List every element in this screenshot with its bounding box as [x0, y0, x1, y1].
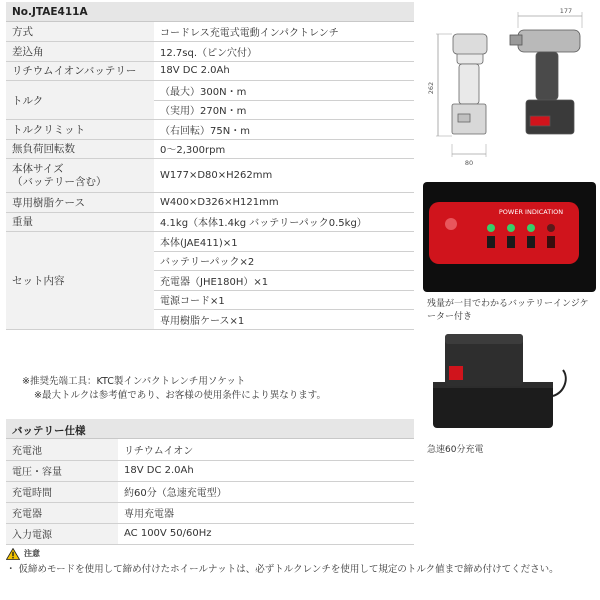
spec-label: トルクリミット — [6, 120, 154, 140]
spec-label: トルク — [6, 81, 154, 120]
note-line: ※推奨先端工具：KTC製インパクトレンチ用ソケット — [22, 376, 246, 387]
spec-value: W400×D326×H121mm — [154, 193, 414, 213]
spec-value: （実用）270N・m — [154, 100, 414, 120]
battery-level-icon — [487, 236, 495, 248]
model-header: No.JTAE411A — [6, 2, 414, 22]
spec-label: リチウムイオンバッテリー — [6, 61, 154, 81]
battery-label: 電圧・容量 — [6, 460, 118, 481]
spec-label — [6, 159, 154, 193]
battery-label: 充電池 — [6, 439, 118, 460]
charger-drawing — [433, 334, 566, 428]
spec-value: 18V DC 2.0Ah — [154, 61, 414, 81]
battery-value: 18V DC 2.0Ah — [118, 460, 414, 481]
indicator-label: POWER INDICATION — [498, 208, 564, 216]
battery-value: 約60分（急速充電型） — [118, 481, 414, 502]
battery-led-icon — [507, 224, 515, 232]
spec-value: 4.1kg（本体1.4kg バッテリーパック0.5kg） — [154, 212, 414, 232]
battery-level-icon — [507, 236, 515, 248]
spec-label: 専用樹脂ケース — [6, 193, 154, 213]
notes — [22, 375, 422, 403]
indicator-panel — [423, 182, 596, 292]
caution-box — [6, 547, 596, 577]
spec-value: （最大）300N・m — [154, 81, 414, 101]
spec-value: コードレス充電式電動インパクトレンチ — [154, 22, 414, 42]
set-item: 本体(JAE411)×1 — [154, 232, 414, 252]
spec-label-line1: 本体サイズ — [12, 162, 64, 175]
battery-led-icon — [527, 224, 535, 232]
spec-row — [6, 193, 414, 213]
battery-row — [6, 460, 414, 481]
battery-label: 入力電源 — [6, 523, 118, 544]
spec-table — [6, 22, 414, 330]
charger-photo — [425, 326, 575, 436]
indicator-photo — [423, 182, 596, 292]
caution-header — [6, 547, 596, 561]
spec-label-line2: （バッテリー含む） — [12, 175, 107, 188]
spec-row — [6, 120, 414, 140]
battery-level-icon — [527, 236, 535, 248]
battery-led-icon — [547, 224, 555, 232]
spec-label: 無負荷回転数 — [6, 139, 154, 159]
power-button-icon — [445, 218, 457, 230]
spec-row — [6, 139, 414, 159]
caution-title: 注意 — [24, 549, 40, 558]
set-item: 電源コード×1 — [154, 290, 414, 310]
battery-row — [6, 523, 414, 544]
width-dimension: 177 — [559, 7, 573, 15]
spec-value: 0～2,300rpm — [154, 139, 414, 159]
battery-row — [6, 481, 414, 502]
set-item: 充電器（JHE180H）×1 — [154, 271, 414, 291]
set-item: バッテリーパック×2 — [154, 251, 414, 271]
battery-row — [6, 502, 414, 523]
spec-row — [6, 212, 414, 232]
spec-value: （右回転）75N・m — [154, 120, 414, 140]
battery-level-icon — [547, 236, 555, 248]
spec-label: 差込角 — [6, 42, 154, 62]
battery-row — [6, 439, 414, 460]
spec-value: W177×D80×H262mm — [154, 159, 414, 193]
set-item: 専用樹脂ケース×1 — [154, 310, 414, 330]
side-view-drawing — [452, 34, 487, 134]
set-row — [6, 232, 414, 252]
spec-row — [6, 22, 414, 42]
battery-section-title: バッテリー仕様 — [6, 419, 414, 439]
caution-text: ・ 仮締めモードを使用して締め付けたホイールナットは、必ずトルクレンチを使用して規定のトルク値まで締め付けてください。 — [6, 564, 559, 575]
spec-row — [6, 159, 414, 193]
charger-caption: 急速60分充電 — [427, 445, 484, 455]
battery-table — [6, 439, 414, 545]
battery-label: 充電時間 — [6, 481, 118, 502]
battery-led-icon — [487, 224, 495, 232]
warning-icon — [6, 548, 20, 560]
battery-value: リチウムイオン — [118, 439, 414, 460]
spec-row — [6, 81, 414, 101]
battery-value: AC 100V 50/60Hz — [118, 523, 414, 544]
tool-drawing — [510, 30, 580, 134]
set-label: セット内容 — [6, 232, 154, 330]
indicator-caption: 残量が一目でわかるバッテリーインジケーター付き — [427, 299, 589, 322]
spec-label: 重量 — [6, 212, 154, 232]
spec-label: 方式 — [6, 22, 154, 42]
height-dimension: 262 — [427, 81, 435, 95]
battery-value: 専用充電器 — [118, 502, 414, 523]
note-line: ※最大トルクは参考値であり、お客様の使用条件により異なります。 — [34, 390, 327, 401]
depth-dimension: 80 — [464, 159, 474, 167]
spec-value: 12.7sq.（ピン穴付） — [154, 42, 414, 62]
spec-row — [6, 61, 414, 81]
dimension-diagram — [426, 4, 596, 174]
battery-label: 充電器 — [6, 502, 118, 523]
spec-row — [6, 42, 414, 62]
